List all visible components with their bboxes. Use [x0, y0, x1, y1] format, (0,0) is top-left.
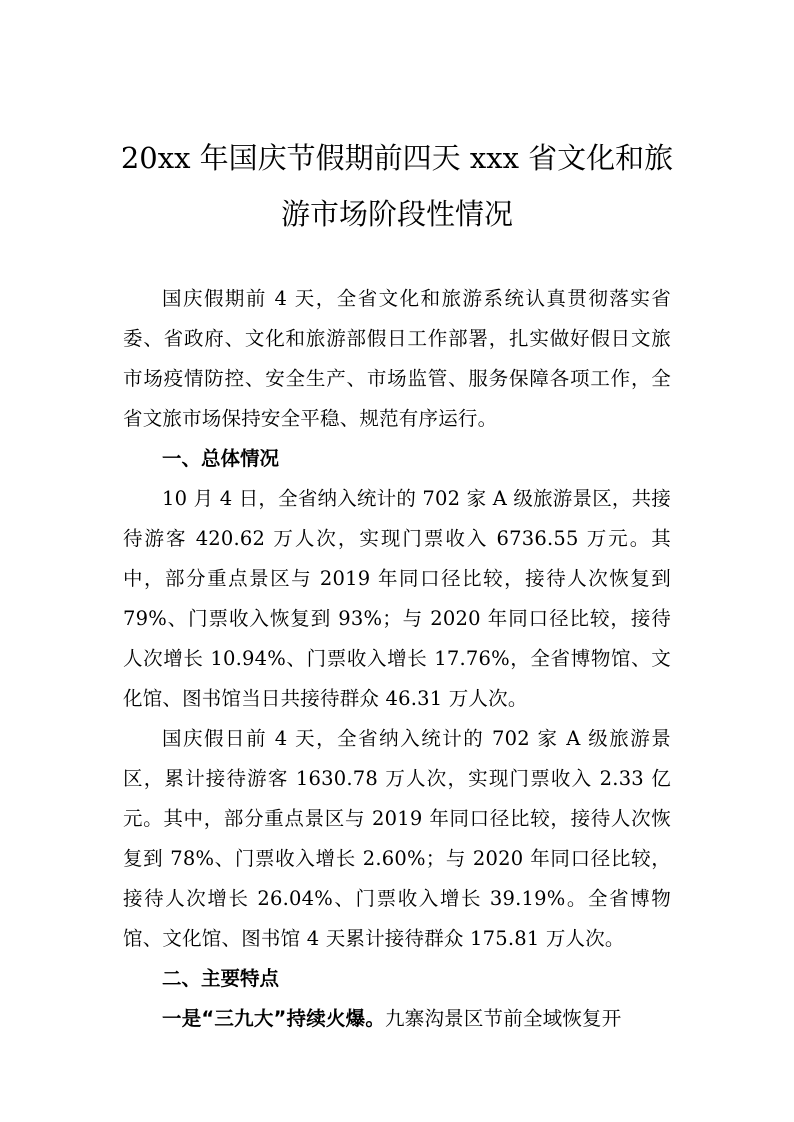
- title-line-2: 游市场阶段性情况: [280, 197, 513, 231]
- overview-paragraph-cumulative: 国庆假日前 4 天，全省纳入统计的 702 家 A 级旅游景区，累计接待游客 1630.78 万人次，实现门票收入 2.33 亿元。其中，部分重点景区与 2019 年同口径比较，接待人次恢复到 78%、门票收入增长 2.60%；与 2020 年同口径比较，接待人次增长 26.04%、门票收入增长 39.19%。全省博物馆、文化馆、图书馆 4 天累计接待群众 175.81 万人次。: [123, 727, 671, 950]
- section-heading-overview: 一、总体情况: [162, 447, 280, 470]
- features-paragraph: [123, 999, 671, 1039]
- overview-paragraph-daily: 10 月 4 日，全省纳入统计的 702 家 A 级旅游景区，共接待游客 420.62 万人次，实现门票收入 6736.55 万元。其中，部分重点景区与 2019 年同口径比较，接待人次恢复到 79%、门票收入恢复到 93%；与 2020 年同口径比较，接待人次增长 10.94%、门票收入增长 17.76%，全省博物馆、文化馆、图书馆当日共接待群众 46.31 万人次。: [123, 487, 672, 710]
- section-heading-features: 二、主要特点: [162, 967, 280, 990]
- intro-paragraph: 国庆假期前 4 天，全省文化和旅游系统认真贯彻落实省委、省政府、文化和旅游部假日工作部署，扎实做好假日文旅市场疫情防控、安全生产、市场监管、服务保障各项工作，全省文旅市场保持安全平稳、规范有序运行。: [123, 287, 671, 430]
- document-title: [100, 130, 694, 242]
- document-body: [123, 279, 671, 1039]
- features-body-text: 九寨沟景区节前全域恢复开: [385, 1007, 622, 1030]
- title-line-1: 20xx 年国庆节假期前四天 xxx 省文化和旅: [120, 141, 674, 175]
- features-lead-text: 一是“三九大”持续火爆。: [162, 1007, 386, 1030]
